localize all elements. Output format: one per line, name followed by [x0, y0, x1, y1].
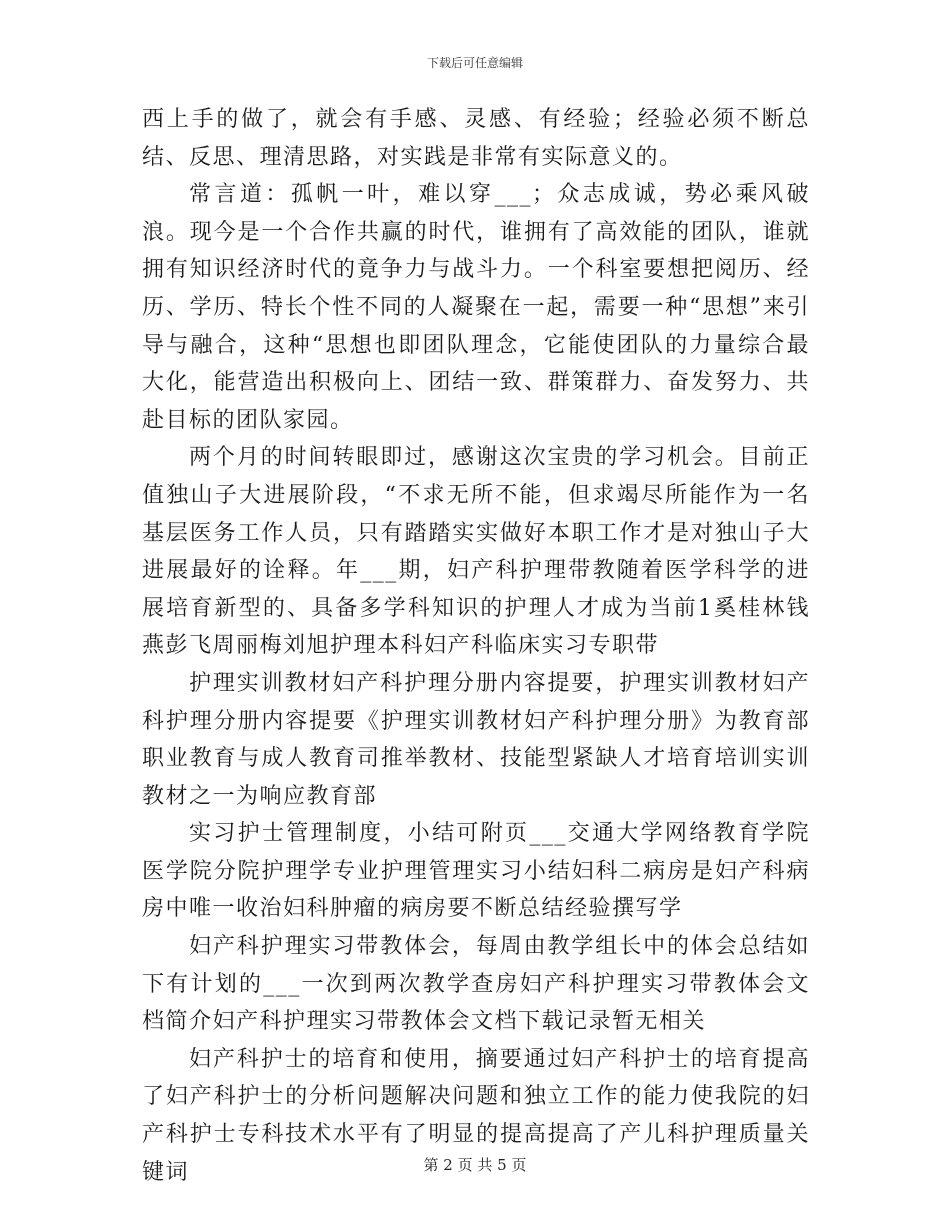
paragraph-nurse-training: 妇产科护士的培育和使用，摘要通过妇产科护士的培育提高了妇产科护士的分析问题解决问题和独立工作的能力使我院的妇产科护士专科技术水平有了明显的提高提高了产儿科护理质量关键词 [142, 1046, 810, 1185]
document-body [142, 101, 810, 1191]
paragraph-intern-management: 实习护士管理制度，小结可附页___交通大学网络教育学院医学院分院护理学专业护理管理实习小结妇科二病房是妇产科病房中唯一收治妇科肿瘤的病房要不断总结经验撰写学 [142, 821, 810, 922]
paragraph-continuation: 西上手的做了，就会有手感、灵感、有经验；经验必须不断总结、反思、理清思路，对实践是非常有实际意义的。 [142, 107, 810, 170]
header-note: 下载后可任意编辑 [426, 56, 523, 70]
paragraph-teaching-experience: 妇产科护理实习带教体会，每周由教学组长中的体会总结如下有计划的___一次到两次教学查房妇产科护理实习带教体会文档简介妇产科护理实习带教体会文档下载记录暂无相关 [142, 934, 810, 1035]
page-number: 第 2 页 共 5 页 [423, 1156, 527, 1174]
paragraph-gratitude: 两个月的时间转眼即过，感谢这次宝贵的学习机会。目前正值独山子大进展阶段，“不求无所不能，但求竭尽所能作为一名基层医务工作人员，只有踏踏实实做好本职工作才是对独山子大进展最好的诠释。年___期，妇产科护理带教随着医学科学的进展培育新型的、具备多学科知识的护理人才成为当前1奚桂林钱燕彭飞周丽梅刘旭护理本科妇产科临床实习专职带 [142, 445, 810, 659]
paragraph-training-textbook: 护理实训教材妇产科护理分册内容提要，护理实训教材妇产科护理分册内容提要《护理实训教材妇产科护理分册》为教育部职业教育与成人教育司推举教材、技能型紧缺人才培育培训实训教材之一为响应教育部 [142, 670, 810, 809]
paragraph-team-concept: 常言道：孤帆一叶，难以穿___；众志成诚，势必乘风破浪。现今是一个合作共赢的时代，谁拥有了高效能的团队，谁就拥有知识经济时代的竟争力与战斗力。一个科室要想把阅历、经历、学历、特长个性不同的人凝聚在一起，需要一种“思想”来引导与融合，这种“思想也即团队理念，它能使团队的力量综合最大化，能营造出积极向上、团结一致、群策群力、奋发努力、共赴目标的团队家园。 [142, 182, 810, 433]
